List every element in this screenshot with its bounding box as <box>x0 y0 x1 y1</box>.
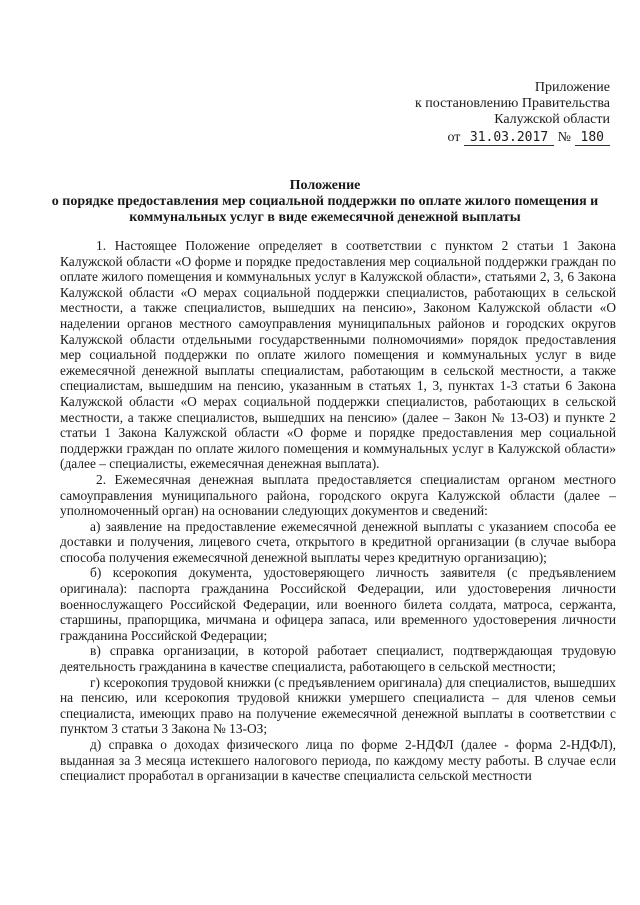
document-body <box>60 238 616 784</box>
region-name: Калужской области <box>494 112 610 127</box>
item-d: д) справка о доходах физического лица по форме 2-НДФЛ (далее - форма 2-НДФЛ), выданная за 3 месяца истекшего налогового периода, по каждому месту работы. В случае если специалист проработал в организации в качестве специалиста сельской местности <box>60 737 616 784</box>
item-a: а) заявление на предоставление ежемесячной денежной выплаты с указанием способа ее доставки и получения, лицевого счета, открытого в кредитной организации (в случае выбора способа получения ежемесячной денежной выплаты через кредитную организацию); <box>60 518 616 565</box>
item-g: г) ксерокопия трудовой книжки (с предъявлением оригинала) для специалистов, вышедших на пенсию, или ксерокопия трудовой книжки умершего специалиста – для членов семьи специалиста, имеющих право на получение ежемесячной денежной выплаты в соответствии с пунктом 3 статьи 3 Закона № 13-ОЗ; <box>60 674 616 737</box>
number-prefix: № <box>557 130 572 145</box>
appendix-header <box>310 80 610 146</box>
resolution-number: 180 <box>575 131 610 146</box>
title-main: Положение <box>289 178 361 193</box>
title-subject: о порядке предоставления мер социальной поддержки по оплате жилого помещения и коммунальных услуг в виде ежемесячной денежной выплаты <box>51 194 599 225</box>
paragraph-2: 2. Ежемесячная денежная выплата предоставляется специалистам органом местного самоуправления муниципального района, городского округа Калужской области (далее – уполномоченный орган) на основании следующих документов и сведений: <box>60 471 616 519</box>
document-title <box>30 178 620 226</box>
item-b: б) ксерокопия документа, удостоверяющего личность заявителя (с предъявлением оригинала): паспорта гражданина Российской Федерации, или удостоверения личности военнослужащего Российской Федерации, или военного билета солдата, матроса, сержанта, старшины, прапорщика, мичмана и офицера запаса, или временного удостоверения личности гражданина Российской Федерации; <box>60 565 616 643</box>
resolution-reference: к постановлению Правительства <box>414 96 610 111</box>
paragraph-1: 1. Настоящее Положение определяет в соответствии с пунктом 2 статьи 1 Закона Калужской области «О форме и порядке предоставления мер социальной поддержки граждан по оплате жилого помещения и коммунальных услуг в Калужской области», статьями 2, 3, 6 Закона Калужской области «О мерах социальной поддержки специалистов, работающих в сельской местности, а также специалистов, вышедших на пенсию», Законом Калужской области «О наделении органов местного самоуправления муниципальных районов и городских округов Калужской области отдельными государственными полномочиями» порядок предоставления мер социальной поддержки по оплате жилого помещения и коммунальных услуг в виде ежемесячной денежной выплаты специалистам, работающим в сельской местности, а также специалистам, вышедшим на пенсию, указанным в статьях 1, 3, пунктах 1-3 статьи 6 Закона Калужской области «О мерах социальной поддержки специалистов, работающих в сельской местности, а также специалистов, вышедших на пенсию» (далее – Закон № 13-ОЗ) и пункте 2 статьи 1 Закона Калужской области «О форме и порядке предоставления мер социальной поддержки граждан по оплате жилого помещения и коммунальных услуг в Калужской области» (далее – специалисты, ежемесячная денежная выплата). <box>60 238 616 472</box>
item-v: в) справка организации, в которой работает специалист, подтверждающая трудовую деятельность гражданина в качестве специалиста, работающего в сельской местности; <box>60 643 616 675</box>
date-prefix: от <box>447 130 461 145</box>
appendix-label: Приложение <box>534 80 610 95</box>
date-number-line <box>310 130 610 146</box>
resolution-date: 31.03.2017 <box>464 131 554 146</box>
